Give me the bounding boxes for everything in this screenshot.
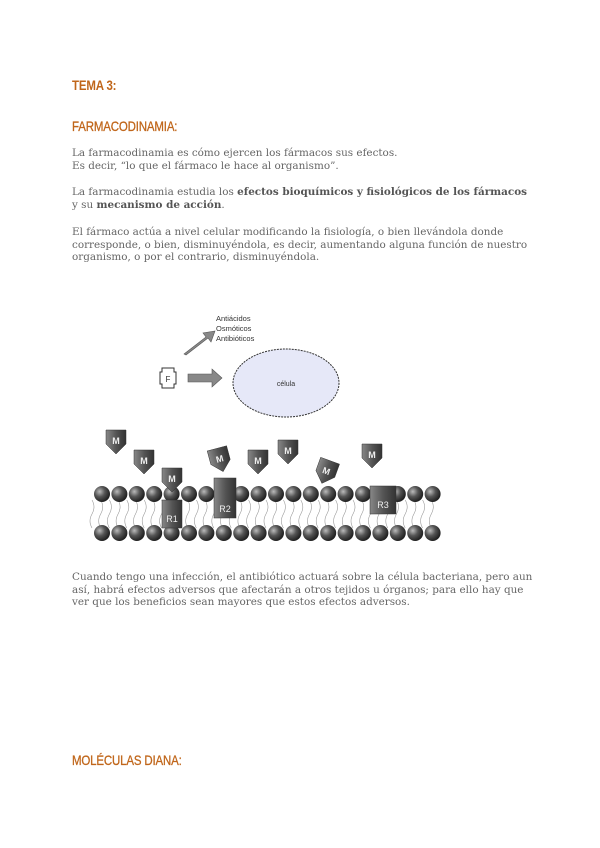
bold-text: efectos bioquímicos y fisiológicos de los fármacos [237,186,528,198]
lipid-head [268,525,284,541]
lipid-head [407,525,423,541]
cell-label: célula [276,381,296,388]
lipid-head [94,486,110,502]
lipid-head [198,525,214,541]
svg-text:M: M [214,453,225,465]
drug-box [160,368,176,388]
drug-label: F [165,375,171,384]
svg-text:M: M [368,450,376,460]
lipid-head [355,525,371,541]
lipid-head [285,486,301,502]
lipid-head [233,525,249,541]
lipid-head [303,525,319,541]
molecule-m [134,450,154,474]
text: y su [72,198,97,211]
heading-tema: TEMA 3: [72,77,117,93]
receptor-r2 [214,478,236,518]
lipid-head [338,486,354,502]
svg-text:M: M [254,456,262,466]
molecule-m [362,444,382,468]
svg-text:M: M [321,465,332,478]
lipid-head [285,525,301,541]
svg-text:M: M [168,474,176,484]
lipid-head [146,486,162,502]
arrow-right-icon [188,369,222,387]
text-line: Es decir, “lo que el fármaco le hace al organismo”. [72,159,339,172]
lipid-head [355,486,371,502]
lipid-head [181,525,197,541]
molecules [106,430,396,528]
lipid-head [425,525,441,541]
lipid-head [303,486,319,502]
lipid-head [251,525,267,541]
svg-text:M: M [284,446,292,456]
heading-farmacodinamia: FARMACODINAMIA: [72,118,178,134]
molecule-m [106,430,126,454]
lipid-head [198,486,214,502]
lipid-head [338,525,354,541]
lipid-head [94,525,110,541]
molecule-m [312,457,339,486]
lipid-head [390,525,406,541]
svg-text:M: M [112,436,120,446]
heading-moleculas-diana: MOLÉCULAS DIANA: [72,752,182,768]
receptor-r1 [162,500,182,528]
lipid-head [372,525,388,541]
svg-text:R3: R3 [377,500,389,510]
lipid-head [251,486,267,502]
svg-text:R1: R1 [166,514,178,524]
molecule-m [278,440,298,464]
molecule-m [162,468,182,492]
bold-text: mecanismo de acción [96,198,222,211]
lipid-head [407,486,423,502]
lipid-head [146,525,162,541]
lipid-head [129,486,145,502]
text-line: La farmacodinamia es cómo ejercen los fármacos sus efectos. [72,147,398,159]
text: La farmacodinamia estudia los [72,186,238,198]
lipid-head [320,486,336,502]
svg-text:M: M [140,456,148,466]
arrow-up-right-icon [184,331,215,355]
lipid-head [111,525,127,541]
lipid-head [129,525,145,541]
target-label: Antibióticos [216,334,255,343]
lipid-head [181,486,197,502]
target-label: Osmóticos [216,324,252,333]
lipid-head [268,486,284,502]
svg-text:R2: R2 [219,504,231,514]
lipid-head [425,486,441,502]
molecule-m [207,446,233,474]
lipid-head [320,525,336,541]
paragraph-action: El fármaco actúa a nivel celular modificando la fisiología, o bien llevándola donde corresponde, o bien, disminuyéndola, es decir, aumentando alguna función de nuestro organismo, o por el contrario, disminuyéndola. [72,226,528,264]
receptor-r3 [370,486,396,514]
text: . [221,198,225,211]
target-label: Antiácidos [216,314,251,323]
paragraph-antibiotic: Cuando tengo una infección, el antibiótico actuará sobre la célula bacteriana, pero aun así, habrá efectos adversos que afectarán a otros tejidos u órganos; para ello hay que ver que los beneficios sean mayores que estos efectos adversos. [72,571,533,609]
molecule-m [248,450,268,474]
lipid-head [111,486,127,502]
lipid-head [216,525,232,541]
